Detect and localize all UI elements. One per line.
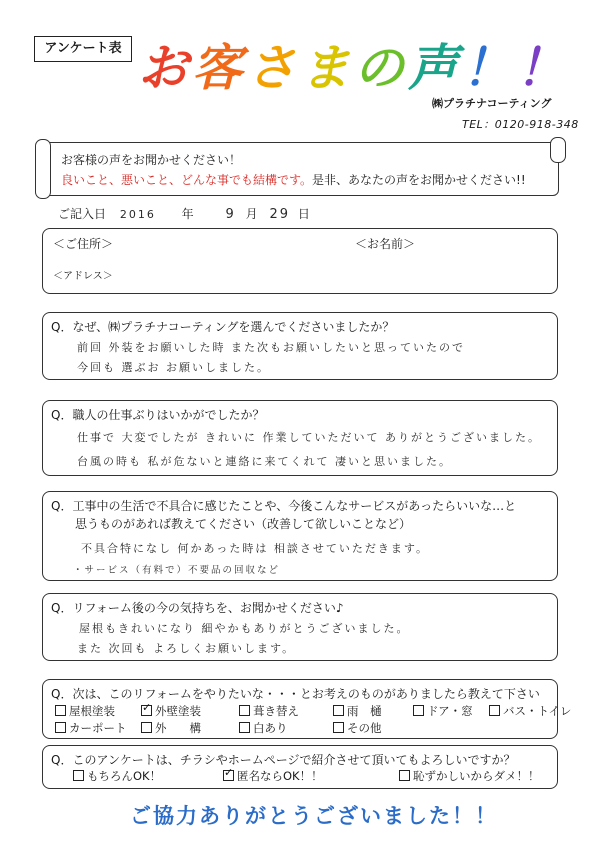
renovation-option-label: ドア・窓 <box>427 704 473 718</box>
checkbox[interactable] <box>413 705 424 716</box>
title-char: ！ <box>462 39 516 97</box>
answer-2-line-2: 台風の時も 私が危ないと連絡に来てくれて 凄いと思いました。 <box>77 455 452 468</box>
answer-3-line-2: ・サービス（有料で）不要品の回収など <box>73 565 281 576</box>
checkbox[interactable] <box>141 705 152 716</box>
renovation-option-label: カーポート <box>69 721 127 735</box>
renovation-option-label: 雨 樋 <box>347 704 382 718</box>
thanks-message: ご協力ありがとうございました！！ <box>130 804 498 828</box>
scroll-curl-right <box>550 137 566 163</box>
title-char: さ <box>246 39 300 97</box>
checkbox[interactable] <box>141 722 152 733</box>
question-box-5 <box>42 679 572 739</box>
question-box-1 <box>42 312 558 380</box>
question-5: Q．次は、このリフォームをやりたいな・・・とお考えのものがありましたら教えて下さい <box>51 687 540 701</box>
entry-day-unit: 日 <box>297 207 310 221</box>
title-char: ま <box>300 39 354 97</box>
answer-2-line-1: 仕事で 大変でしたが きれいに 作業していただいて ありがとうございました。 <box>77 431 541 444</box>
checkbox[interactable] <box>55 722 66 733</box>
question-box-2 <box>42 400 558 476</box>
banner-highlight-text: 良いこと、悪いこと、どんな事でも結構です。 <box>61 173 313 187</box>
checkbox[interactable] <box>399 770 410 781</box>
permission-option-label: 恥ずかしいからダメ！！ <box>413 769 540 783</box>
checkbox[interactable] <box>489 705 500 716</box>
checkbox[interactable] <box>73 770 84 781</box>
title-char: 客 <box>192 39 246 97</box>
permission-option[interactable] <box>73 768 161 784</box>
title-char: お <box>138 39 192 97</box>
address-label: ＜ご住所＞ <box>53 237 114 251</box>
renovation-option[interactable] <box>413 703 473 719</box>
entry-day: 29 <box>269 207 291 222</box>
question-4: Q．リフォーム後の今の気持ちを、お聞かせください♪ <box>51 601 344 615</box>
renovation-option-label: 外壁塗装 <box>155 704 201 718</box>
renovation-option[interactable] <box>141 720 201 736</box>
checkbox[interactable] <box>55 705 66 716</box>
survey-tag <box>34 36 132 62</box>
permission-option-label: もちろんOK！ <box>87 769 162 783</box>
entry-year-unit: 年 <box>181 207 194 221</box>
renovation-option-label: 白あり <box>253 721 288 735</box>
renovation-option-label: 葺き替え <box>253 704 299 718</box>
renovation-option[interactable] <box>239 703 299 719</box>
permission-option[interactable] <box>223 768 323 784</box>
banner-line-2 <box>61 171 526 188</box>
banner-scroll <box>42 142 559 196</box>
question-2: Q．職人の仕事ぶりはいかがでしたか？ <box>51 408 265 422</box>
survey-tag-label: アンケート表 <box>44 41 122 56</box>
company-tel: TEL：0120-918-348 <box>462 118 579 131</box>
scroll-curl-left <box>35 139 51 199</box>
answer-4-line-1: 屋根もきれいになり 細やかもありがとうございました。 <box>79 622 410 635</box>
entry-month-unit: 月 <box>245 207 258 221</box>
renovation-option[interactable] <box>239 720 288 736</box>
entry-month: 9 <box>225 207 236 222</box>
checkbox[interactable] <box>223 770 234 781</box>
renovation-option[interactable] <box>55 703 115 719</box>
checkbox[interactable] <box>333 722 344 733</box>
title-char: 声 <box>408 39 462 97</box>
title-char: ！ <box>516 39 570 97</box>
question-3-line-1: Q．工事中の生活で不具合に感じたことや、今後こんなサービスがあったらいいな…と <box>51 499 517 513</box>
answer-1-line-2: 今回も 選ぶお お願いしました。 <box>77 361 270 374</box>
address-kana-label: ＜アドレス＞ <box>53 271 113 282</box>
question-3-line-2: 思うものがあれば教えてください（改善して欲しいことなど） <box>75 517 412 531</box>
permission-option-label: 匿名ならOK！！ <box>237 769 323 783</box>
question-box-3 <box>42 491 558 581</box>
renovation-option-label: その他 <box>347 721 382 735</box>
renovation-option[interactable] <box>333 703 382 719</box>
entry-date <box>58 205 310 222</box>
question-box-4 <box>42 593 558 661</box>
name-label: ＜お名前＞ <box>355 237 416 251</box>
question-1: Q．なぜ、㈱プラチナコーティングを選んでくださいましたか？ <box>51 320 395 334</box>
title-char: の <box>354 39 408 97</box>
banner-rest-text: 是非、あなたの声をお聞かせください!! <box>312 173 526 187</box>
renovation-option-label: バス・トイレ <box>503 704 572 718</box>
entry-date-label: ご記入日 <box>58 207 107 221</box>
renovation-option[interactable] <box>489 703 571 719</box>
address-box <box>42 228 558 294</box>
question-6: Q．このアンケートは、チラシやホームページで紹介させて頂いてもよろしいですか？ <box>51 753 516 767</box>
renovation-option[interactable] <box>141 703 201 719</box>
renovation-option-label: 外 構 <box>155 721 201 735</box>
renovation-option-label: 屋根塗装 <box>69 704 115 718</box>
banner-line-1: お客様の声をお聞かせください！ <box>61 153 242 167</box>
checkbox[interactable] <box>333 705 344 716</box>
renovation-option[interactable] <box>333 720 382 736</box>
page-title <box>138 38 570 98</box>
permission-option[interactable] <box>399 768 540 784</box>
checkbox[interactable] <box>239 705 250 716</box>
company-name: ㈱プラチナコーティング <box>432 97 552 110</box>
renovation-option[interactable] <box>55 720 127 736</box>
answer-4-line-2: また 次回も よろしくお願いします。 <box>77 642 296 655</box>
checkbox[interactable] <box>239 722 250 733</box>
answer-1-line-1: 前回 外装をお願いした時 また次もお願いしたいと思っていたので <box>77 341 465 354</box>
question-box-6 <box>42 745 558 789</box>
entry-year: 2016 <box>119 208 156 221</box>
answer-3-line-1: 不具合特になし 何かあった時は 相談させていただきます。 <box>81 542 430 555</box>
